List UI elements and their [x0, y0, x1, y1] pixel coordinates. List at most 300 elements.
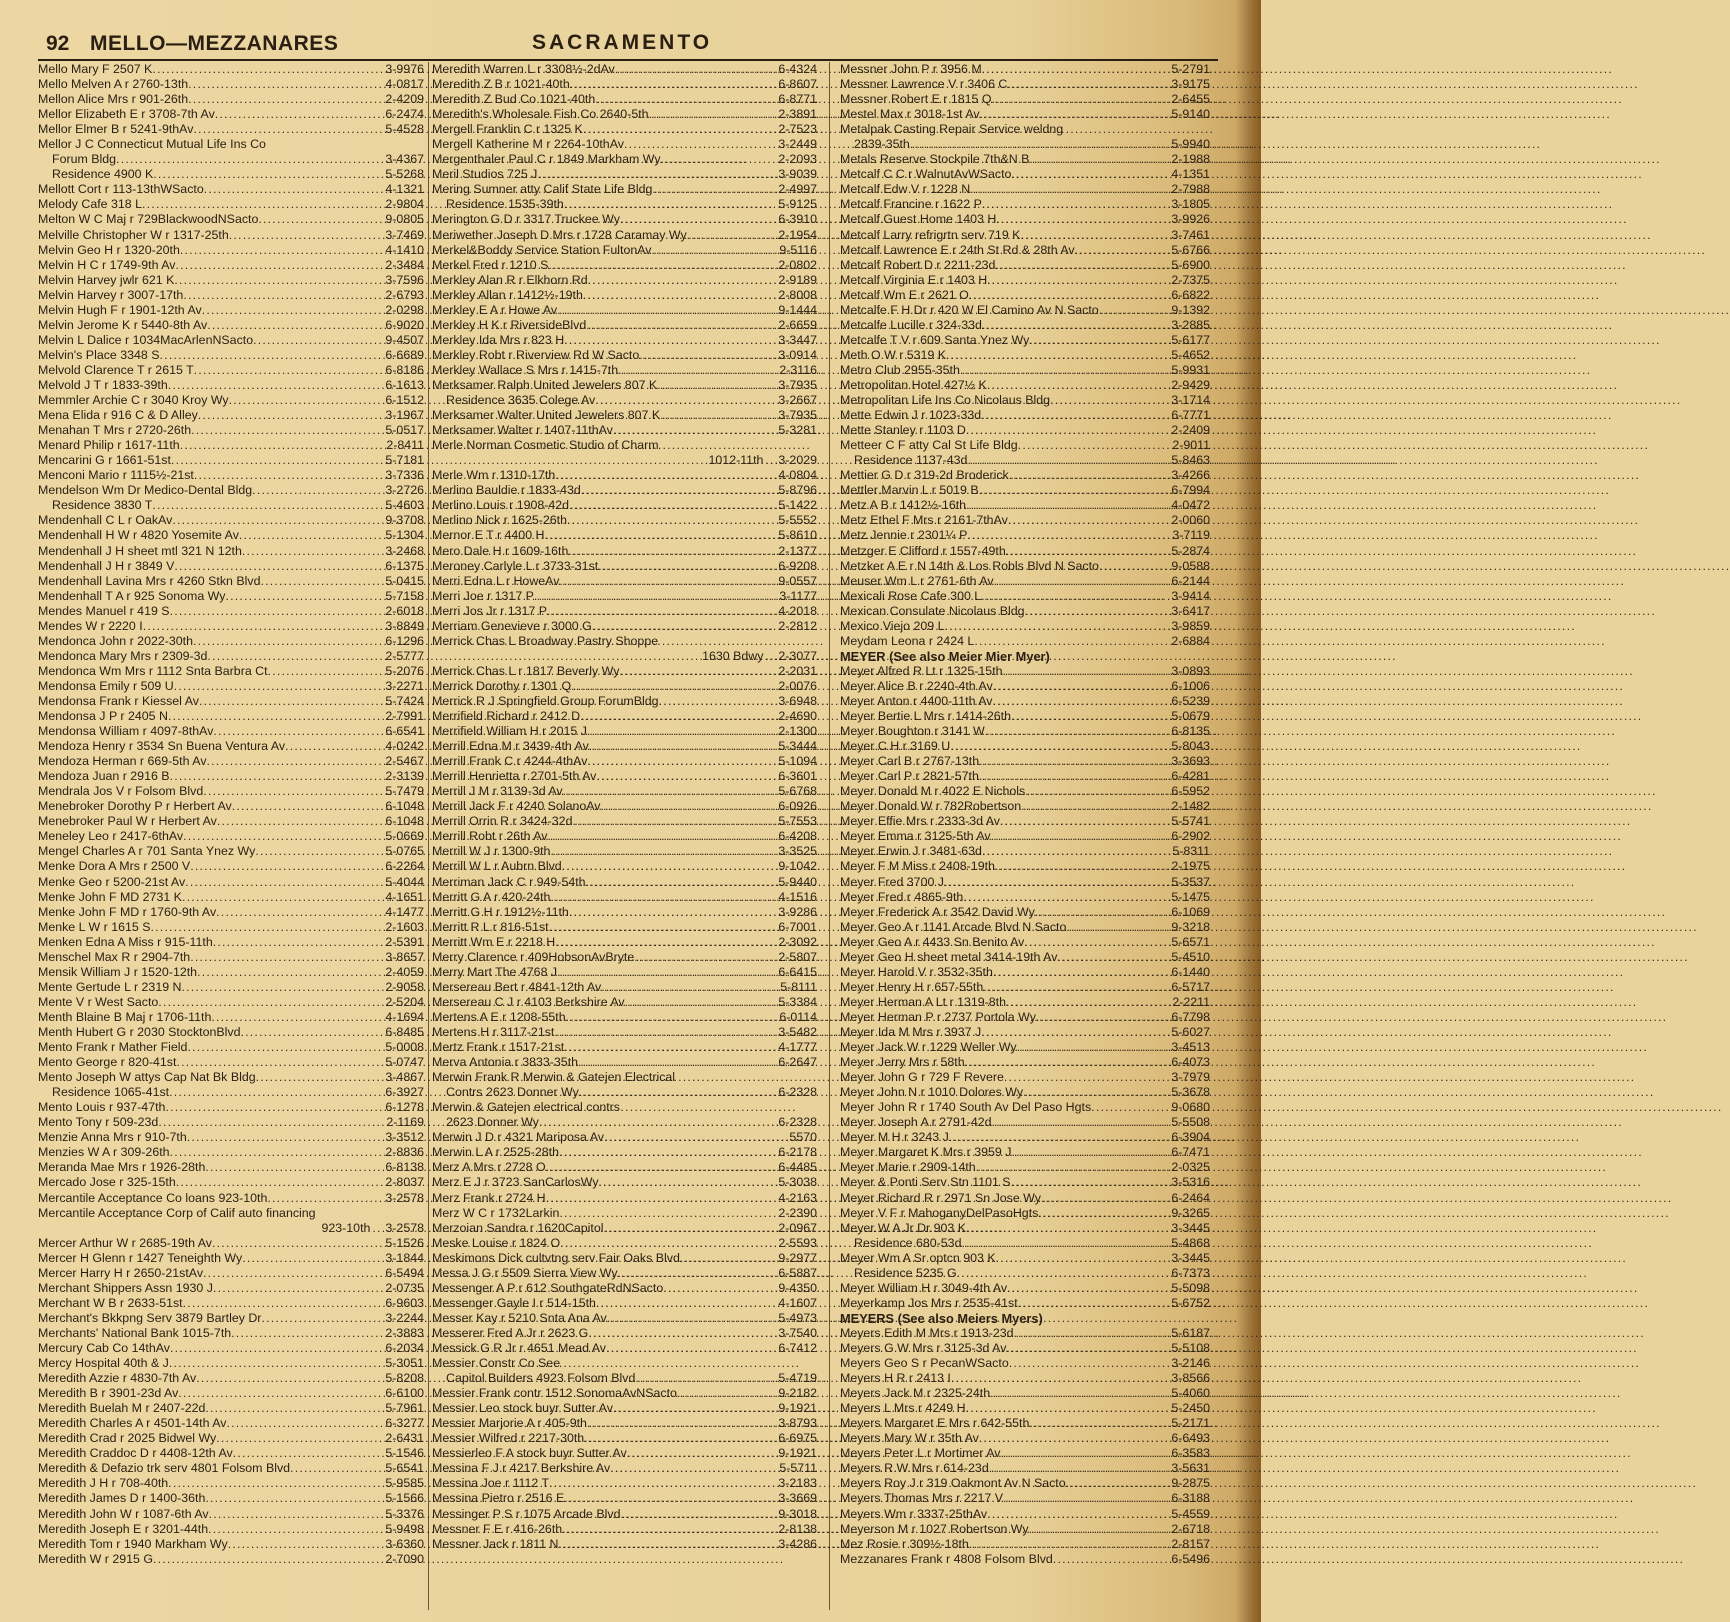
listing-name: Mexico Viejo 209 L	[840, 618, 945, 633]
listing-entry	[432, 814, 817, 829]
listing-name: Merrick Chas L r 1817 Beverly Wy	[432, 663, 620, 678]
listing-entry	[840, 1266, 1210, 1281]
listing-name: Meredith John W r 1087-6th Av	[38, 1506, 209, 1521]
leader-dots	[659, 694, 778, 709]
listing-phone: 6-7994	[1171, 483, 1210, 498]
listing-name: Meyers H R r 2413 I	[840, 1371, 951, 1386]
leader-dots	[557, 965, 777, 980]
leader-dots	[599, 1175, 778, 1190]
listing-name: Residence 1137-43d	[854, 453, 968, 468]
listing-phone: 5-2791	[1171, 62, 1210, 76]
listing-name: Meredith Z Bud Co 1021-40th	[432, 92, 596, 107]
leader-dots	[190, 950, 384, 965]
listing-entry	[432, 544, 817, 559]
listing-name: Metcalf Edw V r 1228 N	[840, 182, 971, 197]
leader-dots	[604, 1130, 788, 1145]
listing-phone: 5-5508	[1171, 1115, 1210, 1130]
listing-name: Residence 5235 G	[854, 1265, 957, 1280]
listing-entry	[432, 212, 817, 227]
listing-entry	[432, 1236, 817, 1251]
listing-name: Merritt Wm E r 2218 H	[432, 934, 556, 949]
leader-dots	[982, 844, 1171, 859]
listing-phone: 3-7935	[778, 377, 817, 392]
listing-name: Messenger Gayle I r 514-15th	[432, 1295, 596, 1310]
listing-phone: 5-0517	[385, 423, 424, 438]
listing-phone: 6-2328	[778, 1085, 817, 1100]
listing-entry	[38, 980, 424, 995]
listing-phone: 3-2271	[385, 678, 424, 693]
listing-entry	[840, 1100, 1210, 1115]
listing-entry	[432, 950, 817, 965]
leader-dots	[559, 574, 777, 589]
listing-name: Merwin J D r 4321 Mariposa Av	[432, 1130, 604, 1145]
listing-name: Meyer Donald W r 782Robertson	[840, 799, 1022, 814]
leader-dots	[229, 228, 385, 243]
listing-phone: 9-1921	[778, 1401, 817, 1416]
listing-phone: 2-0967	[778, 1220, 817, 1235]
leader-dots	[601, 799, 778, 814]
listing-phone: 3-0893	[1171, 663, 1210, 678]
leader-dots	[598, 559, 777, 574]
listing-entry	[840, 258, 1210, 273]
listing-name: Melvin Jerome K r 5440-8th Av	[38, 317, 208, 332]
listing-name: Mellor J C Connecticut Mutual Life Ins Co	[38, 137, 266, 152]
leader-dots	[217, 814, 385, 829]
listing-entry	[38, 1251, 424, 1266]
listing-phone: 6-1440	[1171, 964, 1210, 979]
listing-name: Merz Frank r 2724 H	[432, 1190, 546, 1205]
listing-entry	[432, 303, 817, 318]
leader-dots	[194, 363, 385, 378]
listing-phone: 5-8610	[778, 528, 817, 543]
listing-name: Meyer Joseph A r 2791-42d	[840, 1115, 992, 1130]
listing-phone: 3-6360	[385, 1536, 424, 1551]
listing-phone: 3-6948	[778, 693, 817, 708]
listing-name: Meredith James D r 1400-36th	[38, 1491, 206, 1506]
listing-phone: 5-4559	[1171, 1506, 1210, 1521]
listing-phone: 4-1410	[385, 242, 424, 257]
listing-entry	[840, 950, 1210, 965]
listing-phone: 5-7424	[385, 693, 424, 708]
listing-name: Metcalf Larry refrigrtn serv 719 K	[840, 227, 1021, 242]
listing-name: Residence 3635 Colege Av	[446, 393, 596, 408]
listing-phone: 6-4073	[1171, 1055, 1210, 1070]
listing-phone: 5570	[789, 1130, 817, 1145]
listing-name: Menke Dora A Mrs r 2500 V	[38, 859, 191, 874]
listing-entry	[432, 559, 817, 574]
listing-name: Mercy Hospital 40th & J	[38, 1356, 169, 1371]
listing-phone: 5-5741	[1171, 814, 1210, 829]
leader-dots	[951, 1371, 1171, 1386]
listing-name: Messner Robert E r 1815 Q	[840, 92, 992, 107]
listing-entry	[432, 92, 817, 107]
listing-phone: 5-7553	[778, 814, 817, 829]
listing-name: Messier Wilfred r 2217-30th	[432, 1431, 585, 1446]
listing-entry	[38, 694, 424, 709]
listing-entry	[38, 859, 424, 874]
listing-entry	[840, 498, 1210, 513]
listing-name: Meyer Donald M r 4022 E Nichols	[840, 784, 1026, 799]
listing-entry	[432, 1296, 817, 1311]
listing-phone: 2-5391	[385, 934, 424, 949]
listing-name: Mensik William J r 1520-12th	[38, 964, 198, 979]
listing-phone: 2-1300	[778, 724, 817, 739]
listing-name: Menke John F MD r 1760-9th Av	[38, 904, 217, 919]
listing-phone: 6-2328	[778, 1115, 817, 1130]
leader-dots	[267, 1191, 384, 1206]
listing-name: Forum Bldg	[52, 152, 117, 167]
listing-phone: 5-7961	[385, 1401, 424, 1416]
leader-dots	[1017, 1040, 1171, 1055]
leader-dots	[182, 980, 385, 995]
leader-dots	[197, 965, 384, 980]
listing-name: Mente V r West Sacto	[38, 994, 159, 1009]
leader-dots	[982, 318, 1171, 333]
listing-phone: 5-3281	[778, 423, 817, 438]
leader-dots	[581, 483, 778, 498]
listing-name: Meredith Azzie r 4830-7th Av	[38, 1371, 197, 1386]
leader-dots	[158, 1115, 385, 1130]
listing-phone: 2-4209	[385, 92, 424, 107]
listing-entry	[38, 1100, 424, 1115]
listing-name: Meyer Jerry Mrs r 58th	[840, 1055, 965, 1070]
listing-entry	[840, 709, 1210, 724]
listing-entry	[432, 724, 817, 739]
page-number: 92	[46, 32, 70, 55]
leader-dots	[205, 1401, 384, 1416]
listing-name: Melvin's Place 3348 S	[38, 347, 160, 362]
listing-entry	[840, 1145, 1210, 1160]
listing-entry	[432, 604, 817, 619]
leader-dots	[372, 1221, 384, 1236]
listing-entry	[840, 468, 1210, 483]
leader-dots	[572, 814, 777, 829]
listing-phone: 6-5952	[1171, 784, 1210, 799]
listing-name: Meyers Mary W r 35th Av	[840, 1431, 979, 1446]
listing-entry	[840, 333, 1210, 348]
leader-dots	[568, 544, 777, 559]
listing-entry	[38, 784, 424, 799]
listing-entry	[432, 980, 817, 995]
listing-phone: 3-8849	[385, 618, 424, 633]
listing-entry	[38, 1130, 424, 1145]
listing-name: Melody Cafe 318 L	[38, 197, 143, 212]
listing-name: Metcalf Francine r 1622 P	[840, 197, 982, 212]
leader-dots	[212, 1236, 384, 1251]
listing-name: Metzger E Clifford r 1557-49th	[840, 543, 1006, 558]
leader-dots	[209, 1507, 385, 1522]
listing-entry	[840, 1085, 1210, 1100]
listing-phone: 6-7471	[1171, 1145, 1210, 1160]
leader-dots	[987, 378, 1171, 393]
listing-phone: 6-7771	[1171, 408, 1210, 423]
listing-phone: 6-2264	[385, 859, 424, 874]
listing-entry	[432, 649, 817, 664]
listing-entry	[840, 303, 1210, 318]
listing-entry	[840, 1522, 1210, 1537]
listing-name: 923-10th	[321, 1220, 371, 1235]
leader-dots	[261, 1311, 384, 1326]
listing-entry	[432, 1522, 817, 1537]
listing-name: MEYERS (See also Meiers Myers)	[840, 1310, 1043, 1326]
leader-dots	[1066, 1476, 1171, 1491]
listing-entry	[840, 544, 1210, 559]
listing-name: Mettier G D r 319-2d Broderick	[840, 468, 1009, 483]
listing-entry	[38, 513, 424, 528]
listing-name: Melton W C Maj r 729BlackwoodNSacto	[38, 212, 259, 227]
listing-phone: 6-8135	[1171, 724, 1210, 739]
listing-entry	[840, 438, 1210, 453]
listing-entry	[840, 1401, 1210, 1416]
leader-dots	[557, 303, 777, 318]
leader-dots	[570, 77, 778, 92]
leader-dots	[563, 784, 778, 799]
listing-phone: 2-2812	[778, 618, 817, 633]
listing-entry	[840, 167, 1210, 182]
listing-entry	[840, 318, 1210, 333]
leader-dots	[554, 1025, 777, 1040]
listing-phone: 2-3116	[779, 362, 817, 377]
leader-dots	[957, 1266, 1171, 1281]
leader-dots	[547, 604, 777, 619]
listing-phone: 6-8138	[385, 1160, 424, 1175]
leader-dots	[588, 273, 778, 288]
leader-dots	[976, 1160, 1171, 1175]
leader-dots	[1024, 935, 1170, 950]
listing-phone: 6-2902	[1171, 829, 1210, 844]
listing-phone: 2-6718	[1171, 1521, 1210, 1536]
listing-name: Metcalfe T V r 609 Santa Ynez Wy	[840, 332, 1030, 347]
listing-entry	[432, 859, 817, 874]
listing-phone: 3-3445	[1171, 1250, 1210, 1265]
leader-dots	[949, 1130, 1171, 1145]
listing-phone: 5-3537	[1171, 874, 1210, 889]
listing-phone: 5-9440	[778, 874, 817, 889]
listing-name: Meyer Geo H sheet metal 3414-19th Av	[840, 949, 1058, 964]
listing-name: Residence 680-53d	[854, 1235, 962, 1250]
listing-name: Meyer John R r 1740 South Av Del Paso Hgts	[840, 1100, 1092, 1115]
listing-name: Meyers Edith M Mrs r 1913-23d	[840, 1325, 1014, 1340]
listing-phone: 2-9804	[385, 197, 424, 212]
listing-name: Mendonsa William r 4097-8thAv	[38, 724, 214, 739]
leader-dots	[595, 92, 777, 107]
listing-phone: 6-1048	[385, 799, 424, 814]
leader-dots	[652, 182, 777, 197]
listing-entry	[38, 438, 424, 453]
leader-dots	[550, 844, 777, 859]
listing-name: Merlino Louis r 1908-42d	[432, 498, 570, 513]
leader-dots	[966, 1401, 1171, 1416]
listing-name: Merkley H K r RiversideBlvd	[432, 317, 587, 332]
listing-name: Mento George r 820-41st	[38, 1055, 177, 1070]
listing-phone: 2-3891	[778, 107, 817, 122]
leader-dots	[687, 228, 778, 243]
listing-entry	[432, 243, 817, 258]
listing-entry	[38, 528, 424, 543]
listing-name: Merrick R J Springfield Group ForumBldg	[432, 693, 659, 708]
listing-entry	[432, 468, 817, 483]
leader-dots	[649, 107, 778, 122]
listing-entry	[432, 107, 817, 122]
listing-name: Merrill Robt r 26th Av	[432, 829, 548, 844]
listing-name: Mendrala Jos V r Folsom Blvd	[38, 784, 204, 799]
listing-name: Messier Constr Co See	[432, 1356, 561, 1371]
leader-dots	[966, 498, 1170, 513]
leader-dots	[183, 1296, 385, 1311]
listing-name: Memmler Archie C r 3040 Kroy Wy	[38, 393, 229, 408]
listing-entry	[432, 890, 817, 905]
listing-entry	[38, 1206, 424, 1221]
listing-entry	[38, 1296, 424, 1311]
listing-phone: 2-0802	[778, 257, 817, 272]
listing-entry	[432, 784, 817, 799]
listing-entry	[432, 453, 817, 468]
listing-phone: 6-5239	[1171, 693, 1210, 708]
listing-phone: 4-1477	[385, 904, 424, 919]
column-1	[38, 62, 424, 1612]
listing-phone: 9-3708	[385, 513, 424, 528]
listing-name: Messier Frank contr 1512 SonomaAvNSacto	[432, 1386, 677, 1401]
listing-name: Meroney Carlyle L r 3733-31st	[432, 558, 599, 573]
listing-name: Metcalf Guest Home 1403 H	[840, 212, 997, 227]
listing-name: Mendonca Wm Mrs r 1112 Snta Barbra Ct	[38, 663, 268, 678]
listing-entry	[38, 574, 424, 589]
listing-phone: 2-6659	[778, 317, 817, 332]
listing-entry	[840, 1251, 1210, 1266]
listing-phone: 4-1607	[778, 1295, 817, 1310]
listing-phone: 5-1422	[778, 498, 817, 513]
listing-entry	[38, 122, 424, 137]
listing-entry	[432, 799, 817, 814]
listing-name: Meyer Carl B r 2767-13th	[840, 754, 980, 769]
listing-entry	[840, 243, 1210, 258]
listing-phone: 6-7798	[1171, 1009, 1210, 1024]
listing-entry	[38, 709, 424, 724]
listing-phone: 6-4208	[778, 829, 817, 844]
leader-dots	[1007, 1281, 1170, 1296]
listing-name: Messina F J r 4217 Berkshire Av	[432, 1461, 611, 1476]
listing-name: Meyer Wm A Sr optcn 903 K	[840, 1250, 996, 1265]
listing-phone: 3-9926	[1171, 212, 1210, 227]
listing-entry	[432, 574, 817, 589]
listing-name: 1012-11th	[708, 453, 764, 468]
listing-name: Merkley Alan R r Elkhorn Rd	[432, 272, 588, 287]
listing-entry	[38, 1070, 424, 1085]
leader-dots	[1075, 243, 1171, 258]
listing-entry	[432, 1507, 817, 1522]
leader-dots	[546, 1160, 778, 1175]
leader-dots	[550, 890, 777, 905]
leader-dots	[1006, 1341, 1170, 1356]
listing-phone: 6-4324	[778, 62, 817, 76]
listing-name: Meyer Harold V r 3532-35th	[840, 964, 993, 979]
listing-entry	[432, 1537, 817, 1552]
leader-dots	[227, 1416, 385, 1431]
listing-entry	[840, 152, 1210, 167]
listing-phone: 9-3018	[778, 1506, 817, 1521]
leader-dots	[178, 1386, 384, 1401]
leader-dots	[193, 634, 384, 649]
leader-dots	[634, 950, 777, 965]
listing-entry	[432, 754, 817, 769]
listing-name: Metropolitan Life Ins Co Nicolaus Bldg	[840, 393, 1051, 408]
listing-entry	[432, 348, 817, 363]
listing-entry	[432, 1040, 817, 1055]
leader-dots	[546, 1191, 778, 1206]
listing-entry	[432, 1070, 817, 1085]
listing-name: Meyer Frederick A r 3542 David Wy	[840, 904, 1035, 919]
listing-name: Messner F E r 416-26th	[432, 1521, 563, 1536]
listing-name: Mendonca Mary Mrs r 2309-3d	[38, 648, 208, 663]
leader-dots	[549, 1476, 777, 1491]
listing-name: Mergell Katherine M r 2264-10thAv	[432, 137, 624, 152]
leader-dots	[170, 769, 385, 784]
listing-phone: 6-3910	[778, 212, 817, 227]
listing-phone: 5-7181	[385, 453, 424, 468]
leader-dots	[225, 589, 384, 604]
listing-entry	[38, 1160, 424, 1175]
listing-phone: 2-5777	[385, 648, 424, 663]
listing-entry	[38, 844, 424, 859]
listing-entry	[432, 318, 817, 333]
listing-phone: 2-7988	[1171, 182, 1210, 197]
leader-dots	[1011, 709, 1170, 724]
listing-phone: 5-6177	[1171, 332, 1210, 347]
listing-phone: 3-2578	[385, 1190, 424, 1205]
leader-dots	[627, 1446, 778, 1461]
leader-dots	[567, 513, 777, 528]
listing-name: Meredith & Defazio trk serv 4801 Folsom Blvd	[38, 1461, 291, 1476]
listing-phone: 6-3904	[1171, 1130, 1210, 1145]
listing-entry	[840, 829, 1210, 844]
listing-entry	[38, 905, 424, 920]
listing-entry	[432, 1311, 817, 1326]
listing-phone: 3-1805	[1171, 197, 1210, 212]
leader-dots	[992, 92, 1171, 107]
leader-dots	[1003, 1491, 1170, 1506]
listing-phone: 2-9189	[778, 272, 817, 287]
leader-dots	[1099, 559, 1170, 574]
listing-phone: 2-7090	[385, 1551, 424, 1566]
listing-phone: 3-6417	[1171, 603, 1210, 618]
leader-dots	[607, 1311, 778, 1326]
listing-phone: 9-1921	[778, 1446, 817, 1461]
listing-phone: 6-1006	[1171, 678, 1210, 693]
leader-dots	[239, 528, 385, 543]
listing-entry	[432, 1130, 817, 1145]
listing-phone: 2-0325	[1171, 1160, 1210, 1175]
listing-phone: 2-3077	[778, 648, 817, 663]
listing-entry	[840, 1461, 1210, 1476]
leader-dots	[256, 1070, 385, 1085]
listing-entry	[38, 649, 424, 664]
listing-entry	[840, 1281, 1210, 1296]
listing-entry	[432, 589, 817, 604]
listing-phone: 5-5098	[1171, 1280, 1210, 1295]
listing-name: Merriman Jack C r 949-54th	[432, 874, 586, 889]
leader-dots	[586, 318, 777, 333]
listing-entry	[432, 995, 817, 1010]
listing-name: Residence 3830 T	[52, 498, 153, 513]
listing-name: Mersereau C J r 4103 Berkshire Av	[432, 994, 625, 1009]
listing-entry	[38, 1356, 424, 1371]
listing-name: Meredith Crad r 2025 Bidwel Wy	[38, 1431, 217, 1446]
leader-dots	[1020, 228, 1170, 243]
listing-name: Merritt G A r 420-24th	[432, 889, 551, 904]
leader-dots	[571, 679, 777, 694]
listing-entry	[840, 513, 1210, 528]
listing-phone: 5-4510	[1171, 949, 1210, 964]
